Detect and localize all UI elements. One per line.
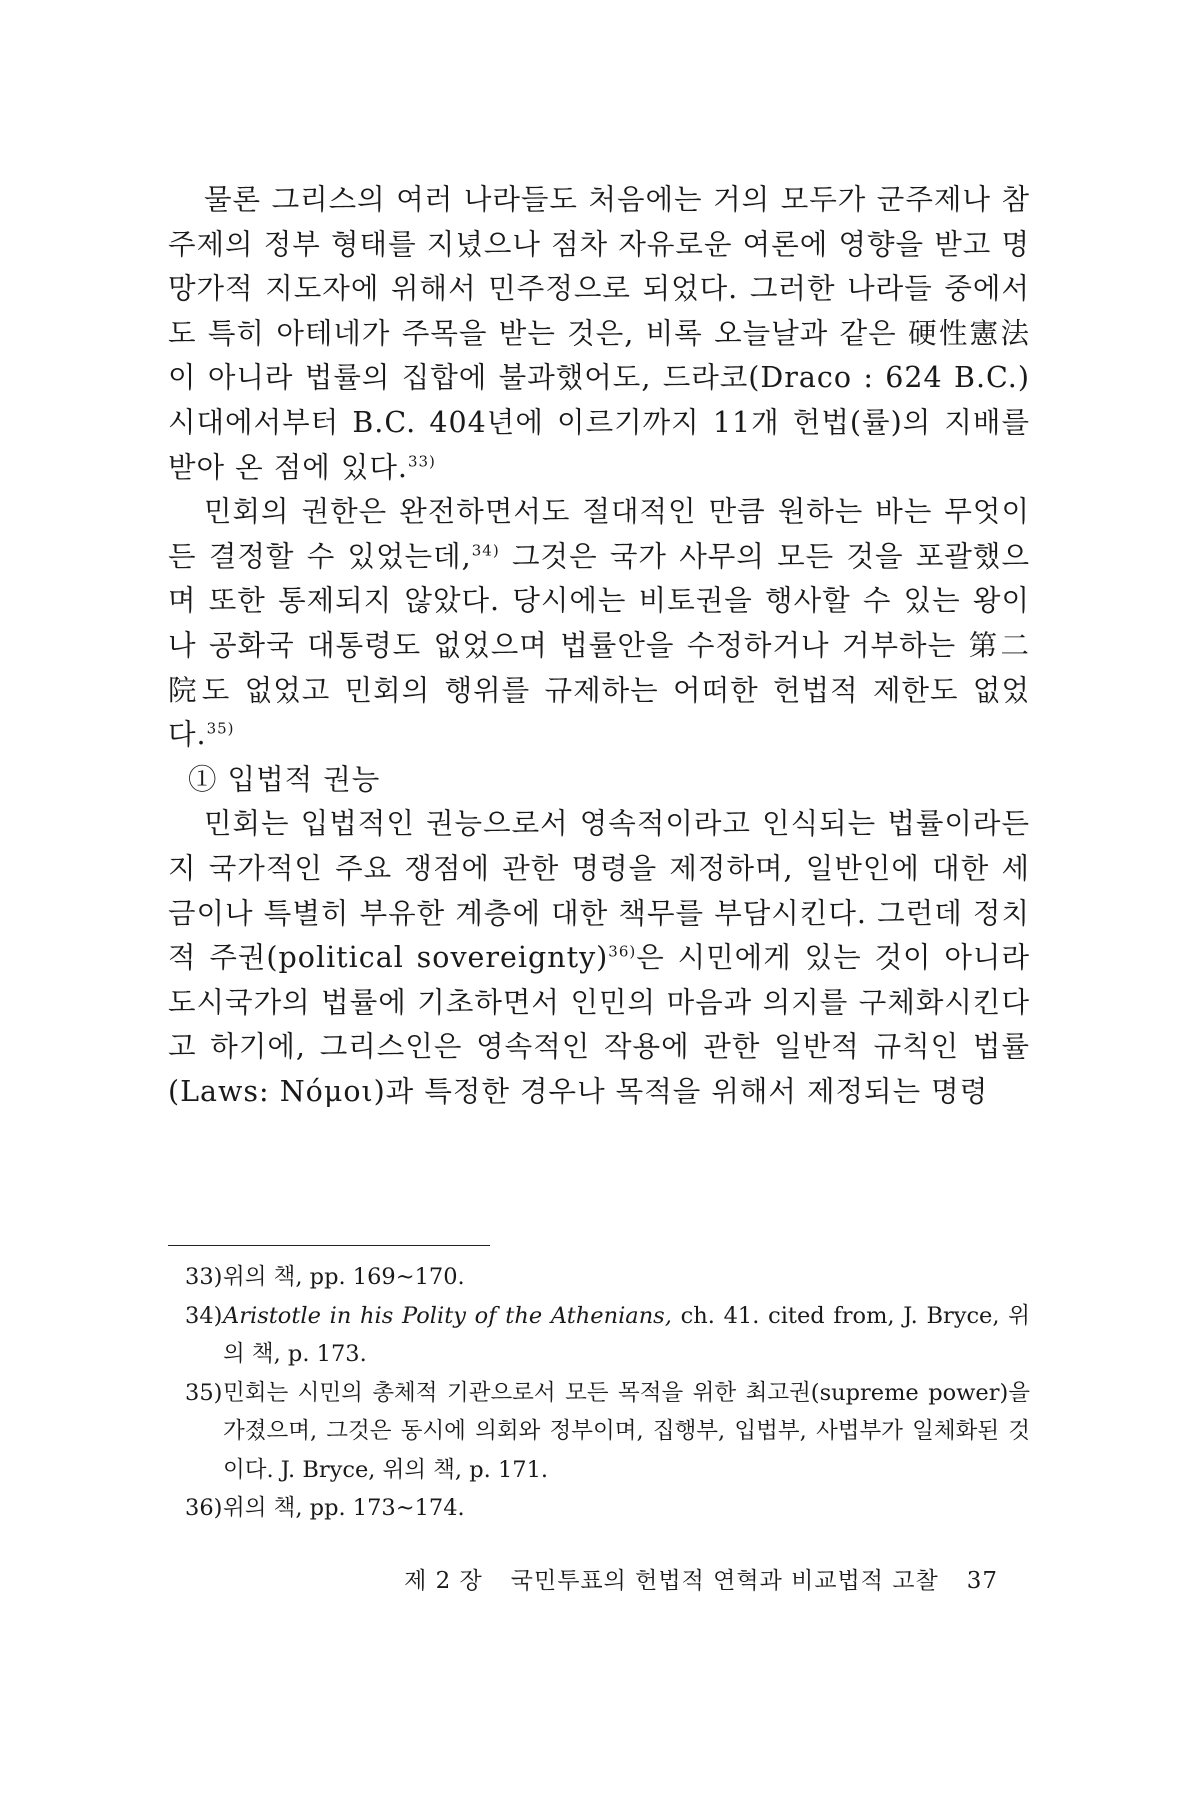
footnote-text — [223, 1297, 1030, 1374]
paragraph-3-text-a: 민회는 입법적인 권능으로서 영속적이라고 인식되는 법률이라든지 국가적인 주요 쟁점에 관한 명령을 제정하며, 일반인에 대한 세금이나 특별히 부유한 계층에 대한 책무를 부담시킨다. 그런데 정치적 주권(political sovereignty) — [168, 807, 1030, 975]
footnote-number: 34) — [185, 1302, 223, 1329]
paragraph-2-text-a: 민회의 권한은 완전하면서도 절대적인 만큼 원하는 바는 무엇이든 결정할 수 있었는데, — [168, 495, 1030, 573]
paragraph-1 — [168, 178, 1030, 490]
paragraph-1-text: 물론 그리스의 여러 나라들도 처음에는 거의 모두가 군주제나 참주제의 정부 형태를 지녔으나 점차 자유로운 여론에 영향을 받고 명망가적 지도자에 위해서 민주정으로 되었다. 그러한 나라들 중에서도 특히 아테네가 주목을 받는 것은, 비록 오늘날과 같은 硬性憲法이 아니라 법률의 집합에 불과했어도, 드라코(Draco : 624 B.C.) 시대에서부터 B.C. 404년에 이르기까지 11개 헌법(률)의 지배를 받아 온 점에 있다. — [168, 183, 1030, 484]
footnote-ref-33: 33) — [407, 452, 436, 471]
footnote-ref-34: 34) — [471, 541, 500, 560]
paragraph-2-text-b: 그것은 국가 사무의 모든 것을 포괄했으며 또한 통제되지 않았다. 당시에는 비토권을 행사할 수 있는 왕이나 공화국 대통령도 없었으며 법률안을 수정하거나 거부하는 第二院도 없었고 민회의 행위를 규제하는 어떠한 헌법적 제한도 없었다. — [168, 539, 1030, 752]
footnote-text: 위의 책, pp. 173~174. — [223, 1495, 465, 1521]
footnote-divider — [168, 1245, 490, 1246]
chapter-label: 제 2 장 — [404, 1568, 483, 1594]
footnote-italic-title: Aristotle in his Polity of the Athenians, — [223, 1302, 672, 1329]
footnote-text-rest: ch. 41. cited from, J. Bryce, 위의 책, p. 173. — [223, 1302, 1031, 1367]
running-footer — [404, 1566, 998, 1596]
footnote-number: 36) — [185, 1495, 223, 1521]
footnote-text: 민회는 시민의 총체적 기관으로서 모든 목적을 위한 최고권(supreme power)을 가졌으며, 그것은 동시에 의회와 정부이며, 집행부, 입법부, 사법부가 일체화된 것이다. J. Bryce, 위의 책, p. 171. — [223, 1379, 1030, 1483]
main-text — [168, 178, 1030, 1114]
footnote-text: 위의 책, pp. 169~170. — [223, 1264, 465, 1290]
footnote-34 — [185, 1297, 1030, 1374]
footnotes — [185, 1258, 1030, 1528]
footnote-number: 35) — [185, 1379, 223, 1406]
section-heading: ① 입법적 권능 — [188, 762, 381, 796]
chapter-title: 국민투표의 헌법적 연혁과 비교법적 고찰 — [510, 1568, 939, 1594]
footnote-number: 33) — [185, 1264, 223, 1290]
paragraph-3-text-b: 은 시민에게 있는 것이 아니라 도시국가의 법률에 기초하면서 인민의 마음과 의지를 구체화시킨다고 하기에, 그리스인은 영속적인 작용에 관한 일반적 규칙인 법률(Laws: Nόμοι)과 특정한 경우나 목적을 위해서 제정되는 명령 — [168, 941, 1030, 1108]
paragraph-3 — [168, 802, 1030, 1114]
footnote-33 — [185, 1258, 1030, 1297]
footnote-ref-35: 35) — [206, 719, 235, 738]
footnote-36 — [185, 1489, 1030, 1528]
paragraph-2 — [168, 490, 1030, 758]
footnote-ref-36: 36) — [608, 942, 637, 961]
footnote-35 — [185, 1374, 1030, 1490]
page-number: 37 — [966, 1568, 998, 1594]
